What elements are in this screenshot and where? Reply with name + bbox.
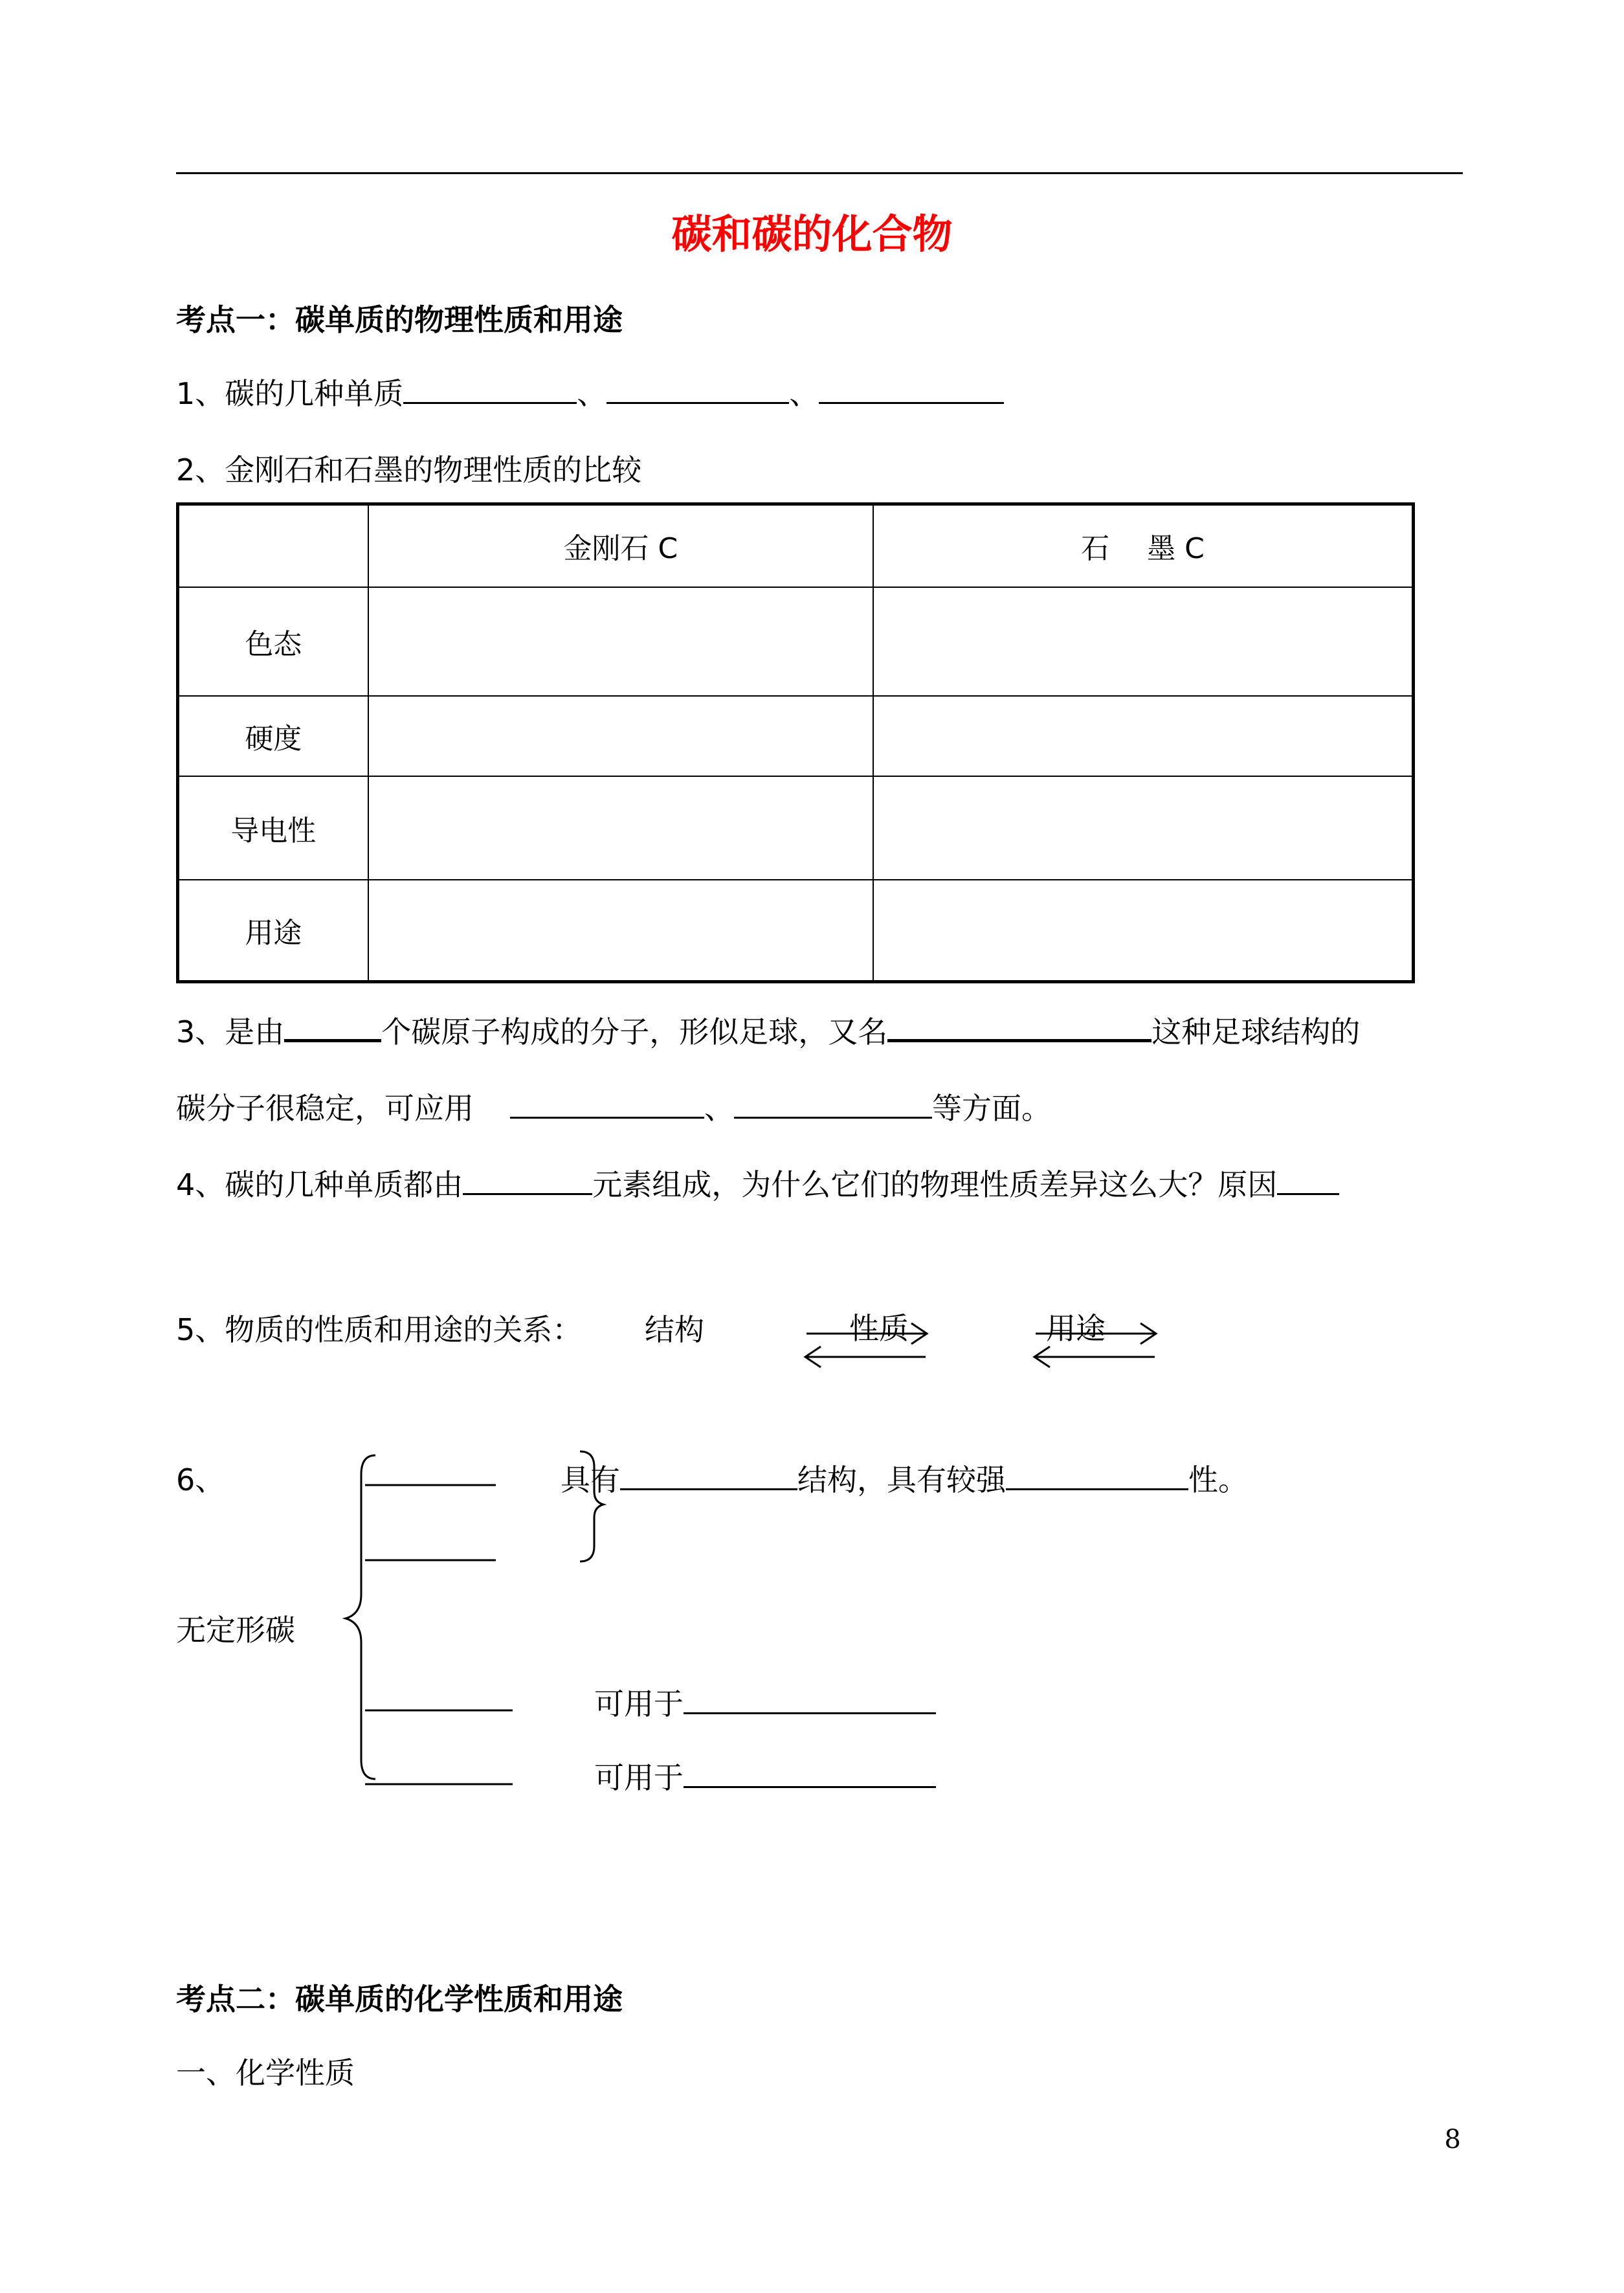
question-3-line-1 bbox=[176, 1009, 1360, 1051]
row-label-conductivity: 导电性 bbox=[178, 776, 368, 880]
q3-blank-name[interactable] bbox=[887, 1038, 1151, 1042]
q6-use-2-blank[interactable] bbox=[684, 1785, 936, 1788]
q5-intro: 5、物质的性质和用途的关系： bbox=[176, 1312, 583, 1347]
table-row bbox=[178, 880, 1414, 982]
table-row bbox=[178, 587, 1414, 696]
q6-text-c: 性。 bbox=[1188, 1462, 1248, 1497]
q3-text-e: 、 bbox=[704, 1091, 734, 1126]
q4-text-b: 元素组成，为什么它们的物理性质差异这么大？原因 bbox=[592, 1167, 1278, 1202]
table-header-diamond: 金刚石 C bbox=[368, 504, 873, 587]
q3-text-d: 碳分子很稳定，可应用 bbox=[176, 1091, 474, 1126]
q1-text: 1、碳的几种单质 bbox=[176, 376, 404, 411]
q3-blank-use-1[interactable] bbox=[510, 1116, 704, 1119]
section2-heading: 考点二：碳单质的化学性质和用途 bbox=[176, 1982, 623, 2017]
row-label-uses: 用途 bbox=[178, 880, 368, 982]
q4-blank-element[interactable] bbox=[463, 1192, 592, 1195]
arrow-left-icon bbox=[1034, 1347, 1155, 1367]
question-1 bbox=[176, 370, 1004, 413]
q1-sep-1: 、 bbox=[577, 376, 607, 411]
header-rule bbox=[176, 172, 1463, 174]
q5-structure: 结构 bbox=[645, 1312, 704, 1347]
q6-use-1-label: 可用于 bbox=[594, 1686, 684, 1721]
q3-text-f: 等方面。 bbox=[932, 1091, 1051, 1126]
q1-blank-3[interactable] bbox=[819, 401, 1004, 404]
q3-text-a: 3、是由 bbox=[176, 1014, 285, 1049]
q3-text-b: 个碳原子构成的分子，形似足球，又名 bbox=[381, 1014, 888, 1049]
table-header-row bbox=[178, 504, 1414, 587]
page-title: 碳和碳的化合物 bbox=[671, 210, 953, 258]
row-label-color-state: 色态 bbox=[178, 587, 368, 696]
q1-blank-2[interactable] bbox=[606, 401, 789, 404]
cell-diamond-conductivity[interactable] bbox=[368, 776, 873, 880]
q6-text-a: 具有 bbox=[561, 1462, 620, 1497]
q6-blank-property[interactable] bbox=[1006, 1488, 1188, 1490]
relation-arrows bbox=[803, 1314, 1165, 1385]
arrow-left-icon bbox=[805, 1347, 926, 1367]
arrow-right-icon bbox=[806, 1323, 927, 1344]
cell-graphite-conductivity[interactable] bbox=[873, 776, 1413, 880]
question-2: 2、金刚石和石墨的物理性质的比较 bbox=[176, 453, 642, 487]
q6-braces bbox=[337, 1449, 634, 1805]
q3-blank-count[interactable] bbox=[284, 1038, 381, 1042]
q6-use-line-1 bbox=[594, 1681, 936, 1723]
section1-heading: 考点一：碳单质的物理性质和用途 bbox=[176, 302, 623, 337]
cell-graphite-hardness[interactable] bbox=[873, 696, 1413, 776]
q4-blank-reason[interactable] bbox=[1277, 1192, 1339, 1195]
section2-subheading: 一、化学性质 bbox=[176, 2055, 355, 2090]
q3-text-c: 这种足球结构的 bbox=[1151, 1014, 1361, 1049]
q6-amorphous-carbon-label: 无定形碳 bbox=[176, 1613, 295, 1648]
q4-text-a: 4、碳的几种单质都由 bbox=[176, 1167, 463, 1202]
cell-graphite-color-state[interactable] bbox=[873, 587, 1413, 696]
table-header-empty bbox=[178, 504, 368, 587]
q6-blank-structure[interactable] bbox=[620, 1488, 797, 1490]
question-4 bbox=[176, 1161, 1339, 1204]
page-number: 8 bbox=[1444, 2125, 1461, 2154]
q6-use-1-blank[interactable] bbox=[684, 1712, 936, 1714]
q6-text-b: 结构，具有较强 bbox=[797, 1462, 1006, 1497]
arrow-right-icon bbox=[1036, 1323, 1156, 1344]
q6-use-line-2 bbox=[594, 1754, 936, 1797]
q6-number: 6、 bbox=[176, 1462, 225, 1497]
q1-blank-1[interactable] bbox=[403, 401, 577, 404]
q6-use-2-label: 可用于 bbox=[594, 1760, 684, 1795]
cell-diamond-color-state[interactable] bbox=[368, 587, 873, 696]
cell-graphite-uses[interactable] bbox=[873, 880, 1413, 982]
left-brace-icon bbox=[346, 1455, 375, 1779]
q5-property: 性质 bbox=[849, 1311, 909, 1346]
cell-diamond-hardness[interactable] bbox=[368, 696, 873, 776]
comparison-table bbox=[176, 502, 1415, 983]
table-header-graphite: 石 墨 C bbox=[873, 504, 1413, 587]
cell-diamond-uses[interactable] bbox=[368, 880, 873, 982]
q5-use: 用途 bbox=[1046, 1311, 1106, 1346]
table-row bbox=[178, 776, 1414, 880]
question-3-line-2 bbox=[176, 1085, 1051, 1128]
row-label-hardness: 硬度 bbox=[178, 696, 368, 776]
q1-sep-2: 、 bbox=[789, 376, 819, 411]
q3-blank-use-2[interactable] bbox=[734, 1116, 932, 1119]
table-row bbox=[178, 696, 1414, 776]
q6-line-1 bbox=[561, 1457, 1248, 1499]
